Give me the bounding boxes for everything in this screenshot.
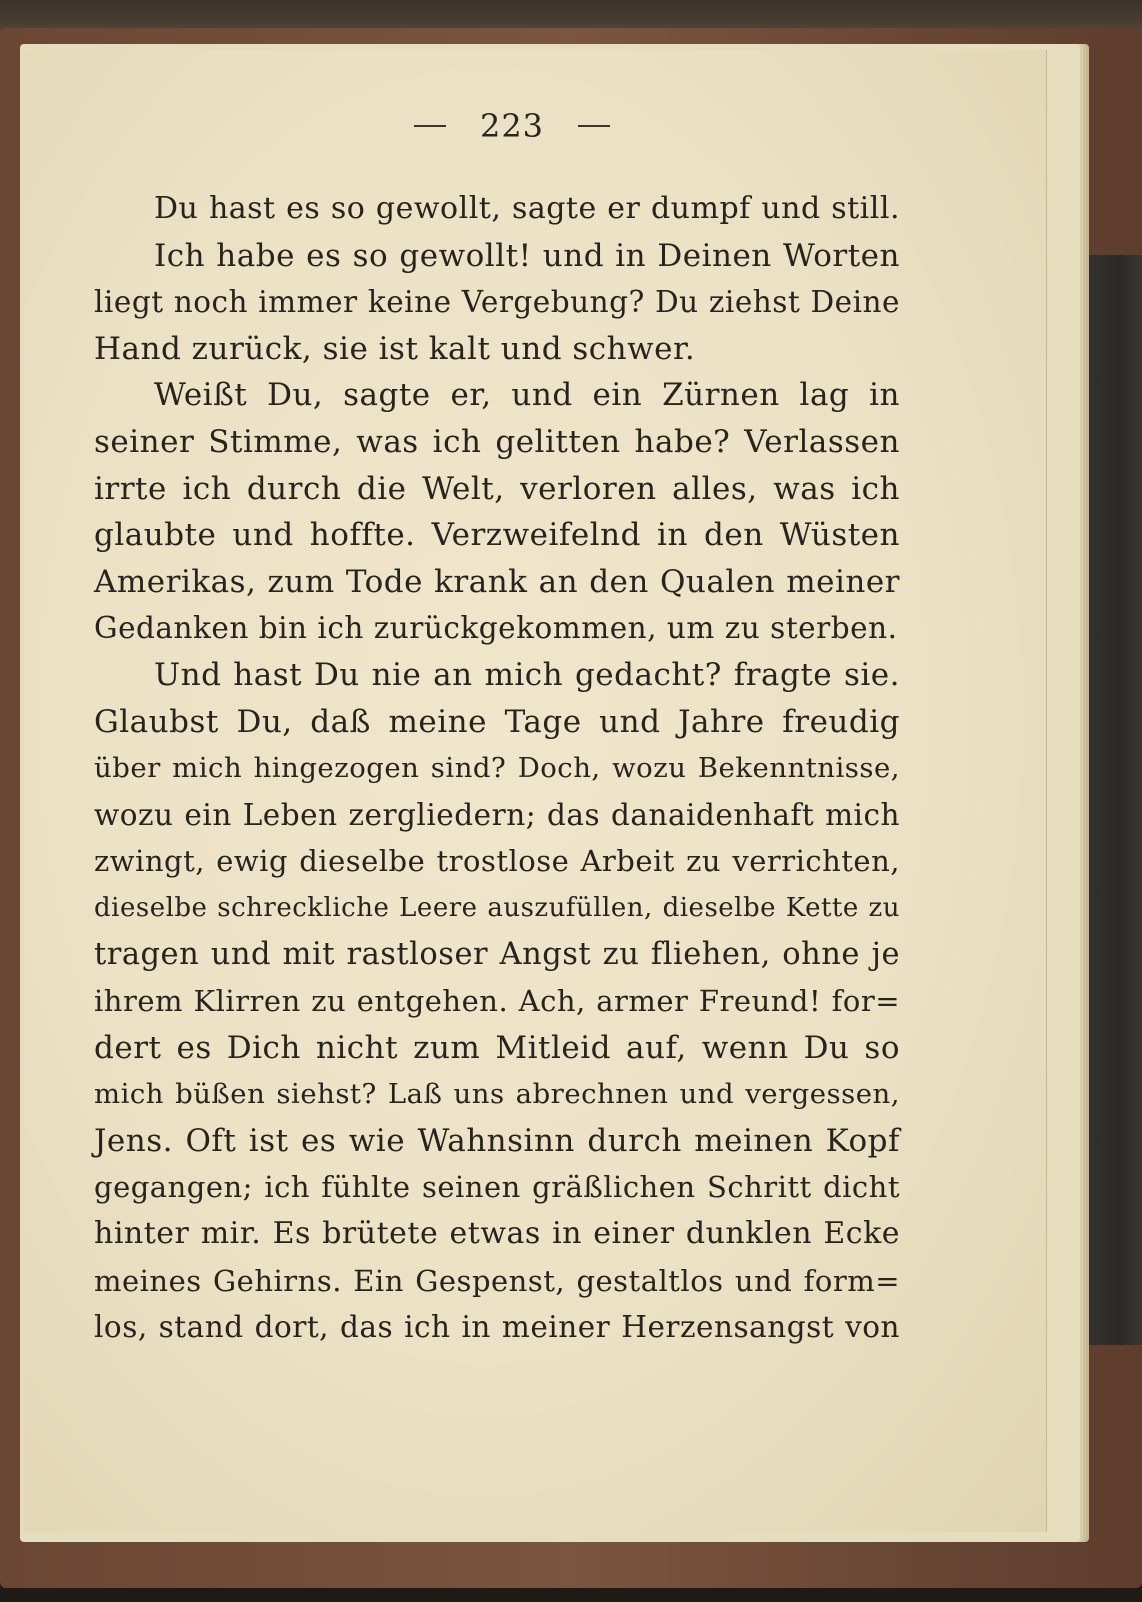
page-header xyxy=(404,104,620,148)
text-line: wozu ein Leben zergliedern; das danaidenhaft mich xyxy=(94,797,900,832)
text-line: liegt noch immer keine Vergebung? Du ziehst Deine xyxy=(94,285,900,320)
header-dash-right xyxy=(578,125,610,127)
text-line: ihrem Klirren zu entgehen. Ach, armer Freund! for= xyxy=(94,984,900,1019)
text-line: Jens. Oft ist es wie Wahnsinn durch meinen Kopf xyxy=(94,1122,900,1159)
text-line: Amerikas, zum Tode krank an den Qualen meiner xyxy=(94,563,900,600)
text-line: über mich hingezogen sind? Doch, wozu Bekenntnisse, xyxy=(94,752,900,785)
text-line: dert es Dich nicht zum Mitleid auf, wenn Du so xyxy=(94,1029,900,1066)
text-line: zwingt, ewig dieselbe trostlose Arbeit zu verrichten, xyxy=(94,844,900,879)
text-line: glaubte und hoffte. Verzweifelnd in den Wüsten xyxy=(94,517,900,554)
text-line: Weißt Du, sagte er, und ein Zürnen lag in xyxy=(154,377,900,414)
text-line: Ich habe es so gewollt! und in Deinen Worten xyxy=(154,237,900,274)
text-line: dieselbe schreckliche Leere auszufüllen, dieselbe Kette zu xyxy=(94,892,900,923)
text-line: Du hast es so gewollt, sagte er dumpf und still. xyxy=(154,191,900,226)
text-line: seiner Stimme, was ich gelitten habe? Verlassen xyxy=(94,423,900,460)
text-line: irrte ich durch die Welt, verloren alles, was ich xyxy=(94,470,900,507)
body-text xyxy=(94,186,900,1351)
header-dash-left xyxy=(414,125,446,127)
text-line: tragen und mit rastloser Angst zu fliehen, ohne je xyxy=(94,936,900,972)
text-line: Glaubst Du, daß meine Tage und Jahre freudig xyxy=(94,703,900,740)
text-line: Hand zurück, sie ist kalt und schwer. xyxy=(94,330,696,367)
text-line: Und hast Du nie an mich gedacht? fragte sie. xyxy=(154,656,900,693)
page-number: 223 xyxy=(479,107,545,145)
book-cover-cloth xyxy=(1088,255,1142,1345)
text-line: mich büßen siehst? Laß uns abrechnen und vergessen, xyxy=(94,1078,900,1111)
text-line: hinter mir. Es brütete etwas in einer dunklen Ecke xyxy=(94,1216,900,1252)
text-line: gegangen; ich fühlte seinen gräßlichen Schritt dicht xyxy=(94,1170,900,1205)
text-line: Gedanken bin ich zurückgekommen, um zu sterben. xyxy=(94,611,898,646)
text-line: meines Gehirns. Ein Gespenst, gestaltlos und form= xyxy=(94,1263,900,1298)
text-line: los, stand dort, das ich in meiner Herzensangst von xyxy=(94,1310,900,1345)
